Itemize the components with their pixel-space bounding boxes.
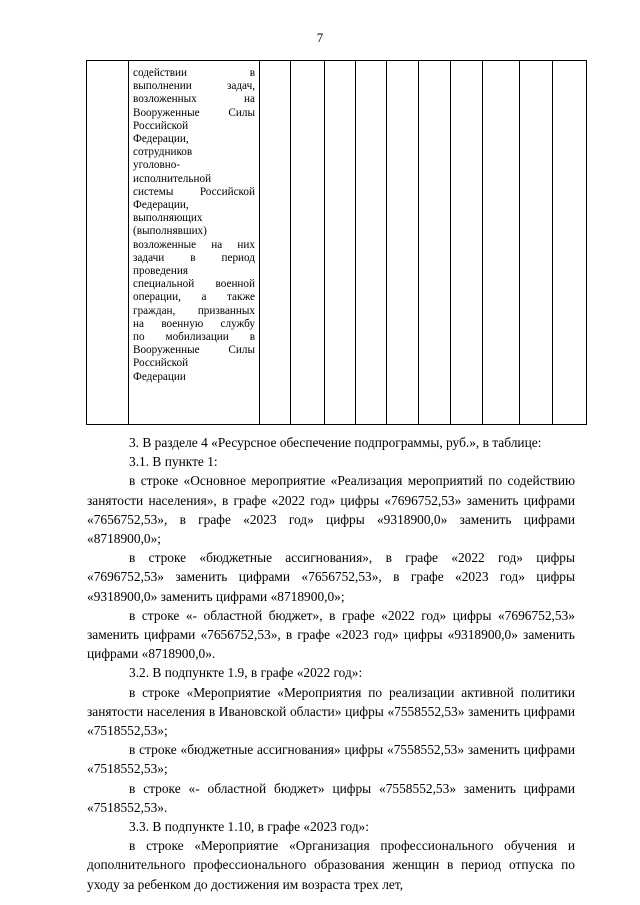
table-cell-number [87, 61, 129, 425]
paragraph-3-2: 3.2. В подпункте 1.9, в графе «2022 год»: [129, 665, 363, 681]
paragraph: в строке «- областной бюджет», в графе «2022 год» цифры «7696752,53» заменить цифрами «7656752,53», в графе «2023 год» цифры «9318900,0» заменить цифрами «8718900,0». [87, 607, 575, 662]
paragraph: в строке «- областной бюджет» цифры «7558552,53» заменить цифрами «7518552,53». [87, 780, 575, 815]
page-number: 7 [316, 30, 324, 45]
cell-line: Российской [133, 357, 189, 370]
cell-line: системы Российской [133, 185, 255, 198]
cell-line: Вооруженные Силы [133, 344, 255, 357]
table-row [87, 61, 587, 425]
cell-line: граждан, призванных [133, 304, 255, 317]
cell-line: уголовно- [133, 159, 181, 172]
cell-line: Федерации, [133, 133, 189, 146]
table-cell [419, 61, 451, 425]
paragraph-3-3: 3.3. В подпункте 1.10, в графе «2023 год»: [129, 819, 369, 835]
table-cell-name [129, 61, 260, 425]
cell-line: выполнении задач, [133, 80, 255, 93]
cell-line: на военную службу [133, 317, 255, 330]
paragraph-3-1: 3.1. В пункте 1: [129, 454, 218, 470]
cell-line: по мобилизации в [133, 331, 255, 344]
document-body [87, 433, 575, 894]
cell-line: Российской [133, 119, 189, 132]
cell-line: проведения [133, 265, 188, 278]
cell-line: выполняющих [133, 212, 203, 225]
cell-line: (выполнявших) [133, 225, 207, 238]
cell-line: Федерации [133, 370, 186, 383]
cell-line: Вооруженные Силы [133, 106, 255, 119]
paragraph: в строке «Мероприятие «Организация профессионального обучения и дополнительного профессионального образования женщин в период отпуска по уходу за ребенком до достижения им возраста трех лет, [87, 838, 575, 892]
table-cell [483, 61, 520, 425]
paragraph: в строке «бюджетные ассигнования», в графе «2022 год» цифры «7696752,53» заменить цифрами «7656752,53», в графе «2023 год» цифры «9318900,0» заменить цифрами «8718900,0»; [87, 550, 575, 604]
table-cell [325, 61, 356, 425]
paragraph: в строке «бюджетные ассигнования» цифры «7558552,53» заменить цифрами «7518552,53»; [87, 742, 575, 777]
cell-line: Федерации, [133, 199, 189, 212]
paragraph-section-3: 3. В разделе 4 «Ресурсное обеспечение подпрограммы, руб.», в таблице: [129, 435, 542, 450]
paragraph: в строке «Мероприятие «Мероприятия по реализации активной политики занятости населения в Ивановской области» цифры «7558552,53» заменить цифрами «7518552,53»; [87, 684, 575, 739]
table-cell [520, 61, 553, 425]
table-cell [451, 61, 483, 425]
cell-line: задачи в период [133, 251, 255, 264]
cell-line: исполнительной [133, 172, 212, 185]
table-cell [260, 61, 291, 425]
table-cell [387, 61, 419, 425]
continued-table [86, 60, 587, 425]
cell-line: возложенных на [133, 93, 255, 106]
table-cell [291, 61, 325, 425]
cell-line: операции, а также [133, 291, 255, 304]
cell-line: сотрудников [133, 146, 193, 159]
table-cell [553, 61, 587, 425]
cell-line: специальной военной [133, 278, 255, 291]
cell-line: содействии в [133, 67, 255, 79]
table-cell [356, 61, 387, 425]
paragraph: в строке «Основное мероприятие «Реализация мероприятий по содействию занятости населения», в графе «2022 год» цифры «7696752,53» заменить цифрами «7656752,53», в графе «2023 год» цифры «9318900,0» заменить цифрами «8718900,0»; [87, 473, 575, 547]
cell-line: возложенные на них [133, 238, 255, 251]
